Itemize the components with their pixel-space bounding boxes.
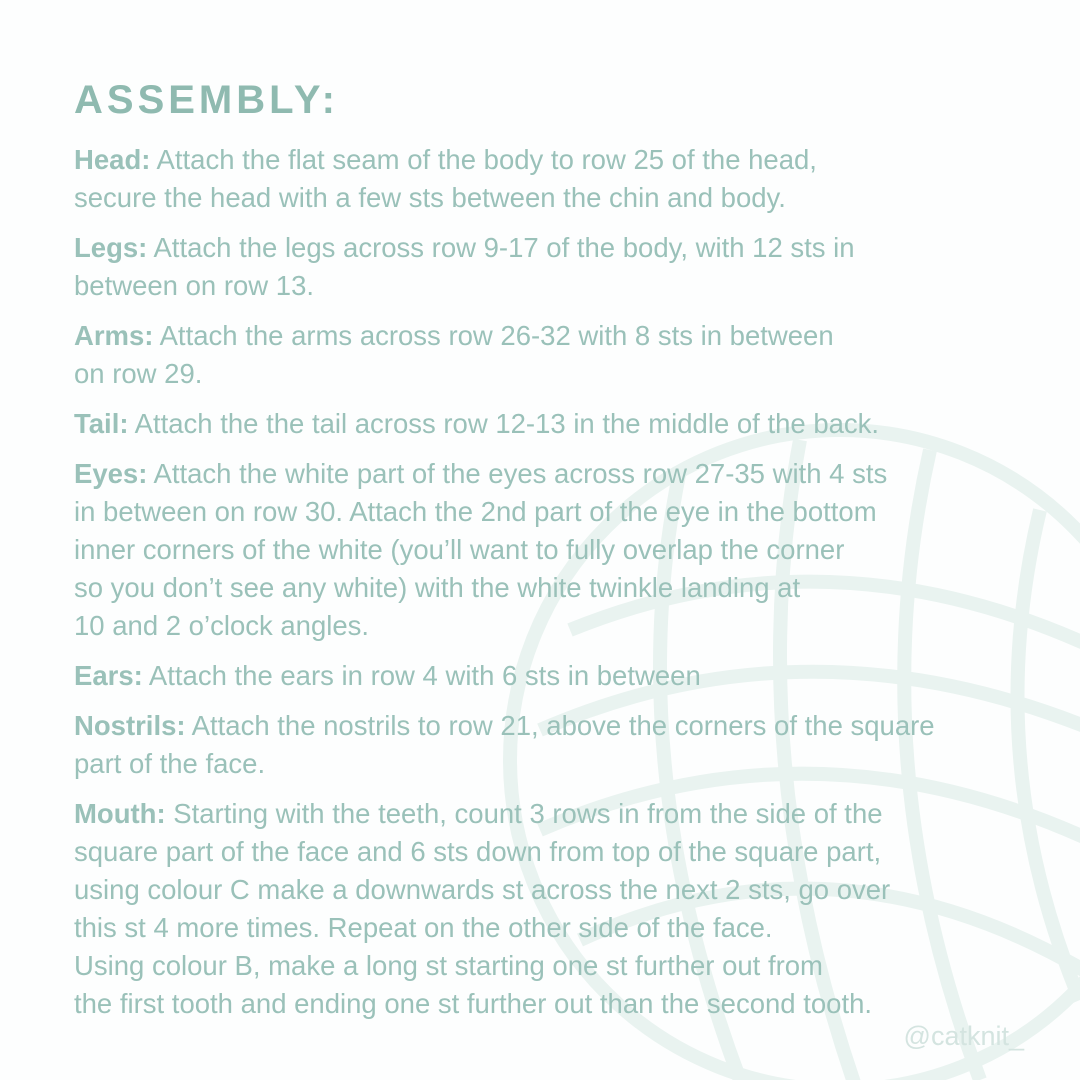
assembly-section-tail <box>74 405 1034 443</box>
section-line <box>74 405 1034 443</box>
section-text: in between on row 30. Attach the 2nd part of the eye in the bottom <box>74 496 877 527</box>
section-line <box>74 909 1034 947</box>
assembly-section-nostrils <box>74 707 1034 783</box>
section-text: between on row 13. <box>74 270 315 301</box>
section-line <box>74 707 1034 745</box>
section-label: Ears: <box>74 660 143 691</box>
section-text: using colour C make a downwards st across the next 2 sts, go over <box>74 874 891 905</box>
section-label: Head: <box>74 144 151 175</box>
section-text: this st 4 more times. Repeat on the other side of the face. <box>74 912 773 943</box>
section-text: secure the head with a few sts between the chin and body. <box>74 182 786 213</box>
assembly-section-arms <box>74 317 1034 393</box>
section-label: Mouth: <box>74 798 166 829</box>
section-label: Tail: <box>74 408 129 439</box>
section-line <box>74 569 1034 607</box>
section-label: Legs: <box>74 232 148 263</box>
assembly-sections <box>74 141 1034 1023</box>
section-line <box>74 531 1034 569</box>
section-text: so you don’t see any white) with the white twinkle landing at <box>74 572 801 603</box>
page-title: ASSEMBLY: <box>74 78 339 122</box>
assembly-section-mouth <box>74 795 1034 1023</box>
section-line <box>74 871 1034 909</box>
section-text: 10 and 2 o’clock angles. <box>74 610 370 641</box>
section-text: inner corners of the white (you’ll want to fully overlap the corner <box>74 534 845 565</box>
assembly-section-head <box>74 141 1034 217</box>
section-text: part of the face. <box>74 748 266 779</box>
social-handle: @catknit_ <box>903 1021 1024 1051</box>
section-text: square part of the face and 6 sts down from top of the square part, <box>74 836 882 867</box>
section-text: Attach the ears in row 4 with 6 sts in between <box>142 660 701 691</box>
section-line <box>74 179 1034 217</box>
section-text: Attach the nostrils to row 21, above the corners of the square <box>185 710 935 741</box>
section-line <box>74 833 1034 871</box>
section-line <box>74 229 1034 267</box>
section-line <box>74 355 1034 393</box>
section-text: Attach the arms across row 26-32 with 8 sts in between <box>153 320 834 351</box>
assembly-content <box>74 76 1034 1035</box>
section-label: Arms: <box>74 320 154 351</box>
section-text: Attach the flat seam of the body to row 25 of the head, <box>150 144 817 175</box>
section-line <box>74 493 1034 531</box>
section-text: the first tooth and ending one st further out than the second tooth. <box>74 988 873 1019</box>
assembly-section-eyes <box>74 455 1034 645</box>
assembly-section-ears <box>74 657 1034 695</box>
section-line <box>74 985 1034 1023</box>
section-line <box>74 317 1034 355</box>
section-line <box>74 455 1034 493</box>
section-line <box>74 141 1034 179</box>
section-label: Nostrils: <box>74 710 186 741</box>
section-text: Attach the legs across row 9-17 of the body, with 12 sts in <box>147 232 855 263</box>
section-line <box>74 267 1034 305</box>
section-line <box>74 657 1034 695</box>
section-line <box>74 795 1034 833</box>
assembly-section-legs <box>74 229 1034 305</box>
section-text: Starting with the teeth, count 3 rows in from the side of the <box>165 798 883 829</box>
section-text: Attach the the tail across row 12-13 in the middle of the back. <box>128 408 880 439</box>
section-text: Attach the white part of the eyes across row 27-35 with 4 sts <box>147 458 888 489</box>
section-text: Using colour B, make a long st starting one st further out from <box>74 950 823 981</box>
section-label: Eyes: <box>74 458 148 489</box>
section-text: on row 29. <box>74 358 203 389</box>
section-line <box>74 947 1034 985</box>
section-line <box>74 745 1034 783</box>
section-line <box>74 607 1034 645</box>
